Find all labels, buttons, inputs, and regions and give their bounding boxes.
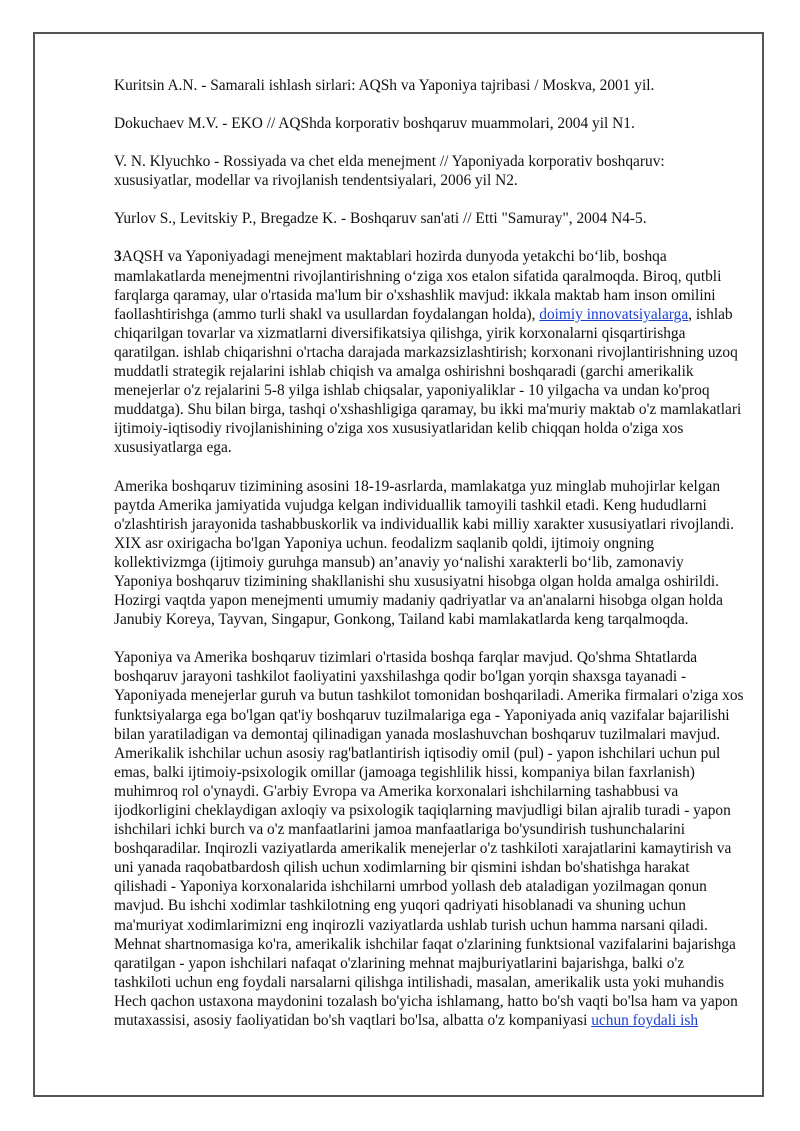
paragraph-text: , ishlab chiqarilgan tovarlar va xizmatlarni diversifikatsiya qilishga, yirik korxonalarni qisqartirishga qaratilgan. ishlab chiqarishni o'rtacha darajada markazsizlashtirish; korxonani rivojlantirishning uzoq muddatli strategik rejalarini ishlab chiqish va amalga oshirishni boshqaradi (garchi amerikalik menejerlar o'z rejalarini 5-8 yilga ishlab chiqsalar, yaponiyaliklar - 10 yilgacha va undan ko'proq muddatga). Shu bilan birga, tashqi o'xshashligiga qaramay, bu ikki ma'muriy maktab o'z mamlakatlari ijtimoiy-iqtisodiy rivojlanishining o'ziga xos xususiyatlaridan kelib chiqqan holda o'ziga xos xususiyatlarga ega.	[114, 305, 742, 457]
document-body	[114, 76, 744, 1049]
paragraph-differences	[114, 648, 744, 1030]
paragraph-number: 3	[114, 248, 122, 266]
reference-item: Kuritsin A.N. - Samarali ishlash sirlari: AQSh va Yaponiya tajribasi / Moskva, 2001 yil.	[114, 77, 655, 94]
paragraph-text: Yaponiya va Amerika boshqaruv tizimlari o'rtasida boshqa farqlar mavjud. Qo'shma Shtatlarda boshqaruv jarayoni tashkilot faoliyatini yaxshilashga qodir bo'lgan yorqin shaxsga tayanadi - Yaponiyada menejerlar guruh va butun tashkilot tomonidan boshqariladi. Amerika firmalari o'ziga xos funktsiyalarga ega bo'lgan qat'iy boshqaruv tuzilmalariga ega - Yaponiyada aniq vazifalar bajarilishi bilan yaratiladigan va demontaj qilinadigan yanada moslashuvchan boshqaruv tuzilmalari mavjud. Amerikalik ishchilar uchun asosiy rag'batlantirish iqtisodiy omil (pul) - yapon ishchilari uchun pul emas, balki ijtimoiy-psixologik omillar (jamoaga tegishlilik hissi, kompaniya bilan faxrlanish) muhimroq rol o'ynaydi. G'arbiy Evropa va Amerika korxonalari ishchilarning tashabbusi va ijodkorligini cheklaydigan axloqiy va psixologik taqiqlarning mavjudligi bilan ajralib turadi - yapon ishchilari ichki burch va o'z manfaatlarini jamoa manfaatlariga bo'ysundirish tushunchalarini boshqaradilar. Inqirozli vaziyatlarda amerikalik menejerlar o'z tashkiloti xarajatlarini kamaytirish va uni yanada raqobatbardosh qilish uchun xodimlarning bir qismini ishdan bo'shatishga harakat qilishadi - Yaponiya korxonalarida ishchilarni umrbod yollash deb ataladigan yozilmagan qonun mavjud. Bu ishchi xodimlar tashkilotning eng yuqori qadriyati hisoblanadi va shuning uchun ma'muriyat xodimlarimizni eng inqirozli vaziyatlarda ushlab turish uchun hamma narsani qiladi. Mehnat shartnomasiga ko'ra, amerikalik ishchilar faqat o'zlarining funktsional vazifalarini bajarishga qaratilgan - yapon ishchilari nafaqat o'zlarining mehnat majburiyatlarini bajarishga, balki o'z tashkiloti uchun eng foydali narsalarni qilishga intilishadi, masalan, amerikalik usta yoki muhandis Hech qachon ustaxona maydonini tozalash bo'yicha ishlamang, hatto bo'sh vaqti bo'lsa ham va yapon mutaxassisi, asosiy faoliyatidan bo'sh vaqtlari bo'lsa, albatta o'z kompaniyasi	[114, 649, 744, 1030]
paragraph-management-schools	[114, 247, 744, 457]
reference-item: Dokuchaev M.V. - EKO // AQShda korporativ boshqaruv muammolari, 2004 yil N1.	[114, 115, 635, 133]
reference-item: Yurlov S., Levitskiy P., Bregadze K. - Boshqaruv san'ati // Etti "Samuray", 2004 N4-5.	[114, 210, 647, 228]
reference-item: V. N. Klyuchko - Rossiyada va chet elda menejment // Yaponiyada korporativ boshqaruv: xususiyatlar, modellar va rivojlanish tendentsiyalari, 2006 yil N2.	[114, 153, 665, 190]
paragraph-text: AQSH va Yaponiyadagi menejment maktablari hozirda dunyoda yetakchi bo‘lib, boshqa mamlakatlarda menejmentni rivojlantirishning o‘ziga xos etalon sifatida qaralmoqda. Biroq, qutbli farqlarga qaramay, ular o'rtasida ma'lum bir o'xshashlik mavjud: ikkala maktab ham inson omilini faollashtirishga (ammo turli shakl va usullardan foydalangan holda),	[114, 248, 722, 323]
innovation-link[interactable]: doimiy innovatsiyalarga	[539, 305, 689, 323]
useful-work-link[interactable]: uchun foydali ish	[591, 1012, 699, 1030]
paragraph-american-system: Amerika boshqaruv tizimining asosini 18-19-asrlarda, mamlakatga yuz minglab muhojirlar kelgan paytda Amerika jamiyatida vujudga kelgan individuallik tamoyili tashkil etadi. Keng hududlarni o'zlashtirish jarayonida tashabbuskorlik va individuallik kabi milliy xarakter xususiyatlari rivojlandi. XIX asr oxirigacha bo'lgan Yaponiya uchun. feodalizm saqlanib qoldi, ijtimoiy ongning kollektivizmga (ijtimoiy guruhga mansub) an’anaviy yo‘nalishi xarakterli bo‘lib, zamonaviy Yaponiya boshqaruv tizimining shakllanishi shu xususiyatni hisobga olgan holda amalga oshirildi. Hozirgi vaqtda yapon menejmenti umumiy madaniy qadriyatlar va an'analarni hisobga olgan holda Janubiy Koreya, Tayvan, Singapur, Gonkong, Tailand kabi mamlakatlarda keng tarqalmoqda.	[114, 477, 734, 629]
